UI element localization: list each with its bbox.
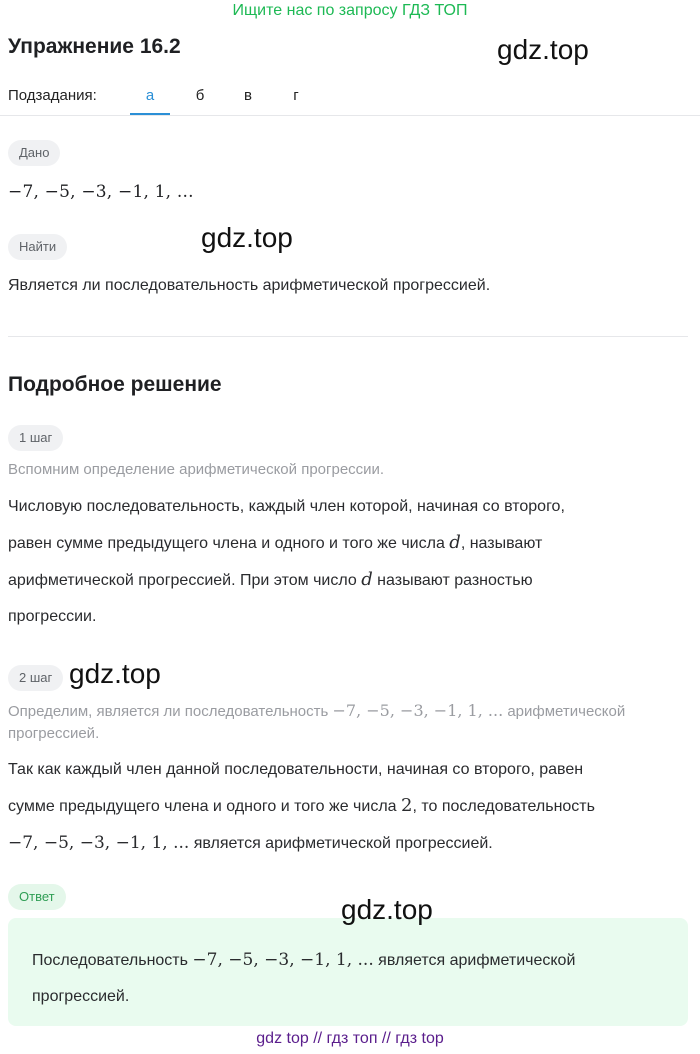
tab-subtask-g[interactable]: г <box>293 87 299 104</box>
watermark: gdz.top <box>201 222 293 253</box>
watermark: gdz.top <box>341 894 433 925</box>
step1-line: прогрессии. <box>8 608 97 625</box>
step1-chip: 1 шаг <box>8 425 63 451</box>
watermark: gdz.top <box>497 34 589 65</box>
step2-body <box>8 752 698 862</box>
tab-subtask-a[interactable]: а <box>145 87 155 104</box>
solution-heading: Подробное решение <box>8 373 222 396</box>
step2-line: −7, −5, −3, −1, 1, ... является арифметической прогрессией. <box>8 833 493 853</box>
find-chip: Найти <box>8 234 67 260</box>
subtasks-label: Подзадания: <box>8 87 97 104</box>
step2-hint: Определим, является ли последовательность −7, −5, −3, −1, 1, ... арифметической прогрессией. <box>8 701 626 742</box>
tab-subtask-b[interactable]: б <box>195 87 205 104</box>
top-banner[interactable]: Ищите нас по запросу ГДЗ ТОП <box>232 2 468 19</box>
tabs-divider <box>0 115 700 116</box>
step1-hint: Вспомним определение арифметической прогрессии. <box>8 461 385 478</box>
step2-line: Так как каждый член данной последовательности, начиная со второго, равен <box>8 761 584 778</box>
page-title: Упражнение 16.2 <box>8 35 181 58</box>
given-chip: Дано <box>8 140 60 166</box>
step1-line: равен сумме предыдущего члена и одного и того же числа d, называют <box>8 532 543 553</box>
section-divider <box>8 336 688 337</box>
bottom-banner[interactable]: gdz top // гдз топ // гдз top <box>256 1030 444 1047</box>
step2-line: сумме предыдущего члена и одного и того же числа 2, то последовательность <box>8 795 595 816</box>
answer-text: Последовательность −7, −5, −3, −1, 1, ... является арифметической прогрессией. <box>32 950 576 1005</box>
tab-subtask-v[interactable]: в <box>244 87 252 104</box>
step1-body <box>8 489 698 635</box>
step2-chip: 2 шаг <box>8 665 63 691</box>
find-text: Является ли последовательность арифметической прогрессией. <box>8 277 491 294</box>
step1-line: арифметической прогрессией. При этом число d называют разностью <box>8 569 533 590</box>
given-sequence: −7, −5, −3, −1, 1, ... <box>8 182 194 202</box>
watermark: gdz.top <box>69 658 161 689</box>
answer-chip: Ответ <box>8 884 66 910</box>
step1-line: Числовую последовательность, каждый член которой, начиная со второго, <box>8 498 565 515</box>
